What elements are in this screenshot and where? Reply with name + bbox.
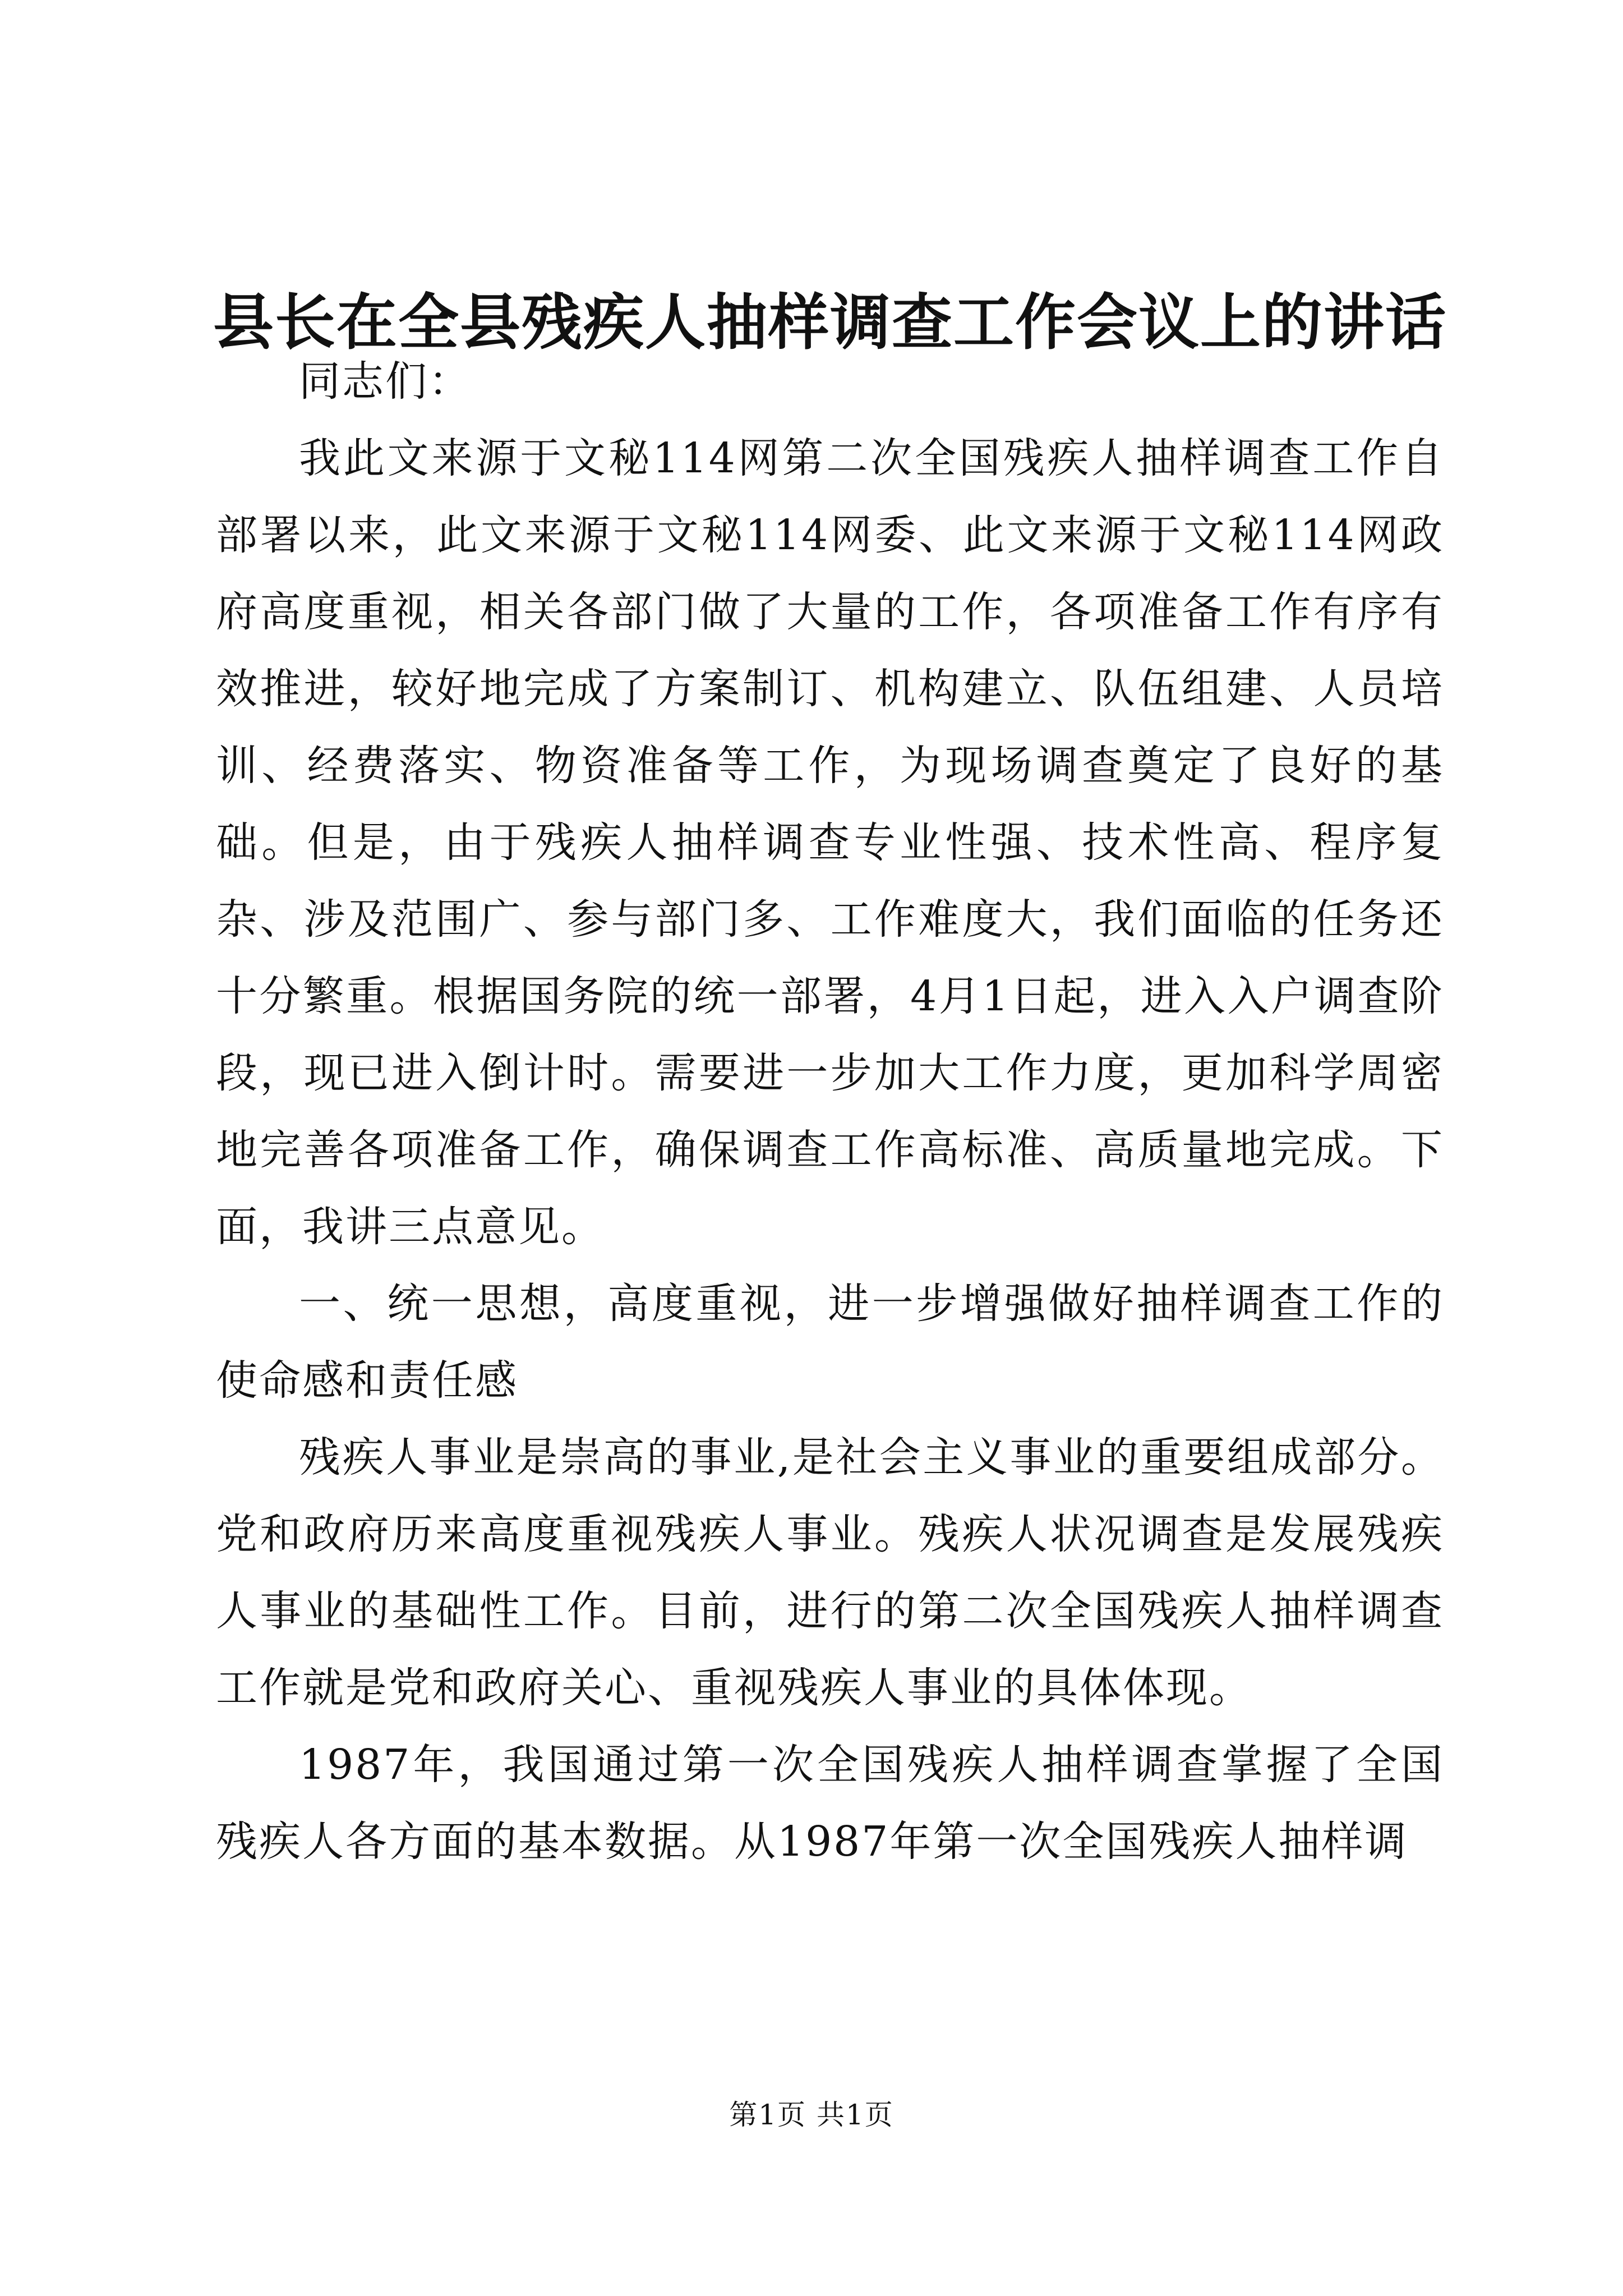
page-footer: 第1页 共1页 bbox=[729, 2099, 894, 2131]
salutation-paragraph: 同志们： bbox=[299, 357, 472, 406]
document-body bbox=[216, 343, 1444, 1880]
body-paragraph: 1987年，我国通过第一次全国残疾人抽样调查掌握了全国残疾人各方面的基本数据。从1987年第一次全国残疾人抽样调 bbox=[216, 1741, 1444, 1866]
section-heading-paragraph: 一、统一思想，高度重视，进一步增强做好抽样调查工作的使命感和责任感 bbox=[216, 1280, 1444, 1405]
body-paragraph: 我此文来源于文秘114网第二次全国残疾人抽样调查工作自部署以来，此文来源于文秘114网委、此文来源于文秘114网政府高度重视，相关各部门做了大量的工作，各项准备工作有序有效推进，较好地完成了方案制订、机构建立、队伍组建、人员培训、经费落实、物资准备等工作，为现场调查奠定了良好的基础。但是，由于残疾人抽样调查专业性强、技术性高、程序复杂、涉及范围广、参与部门多、工作难度大，我们面临的任务还十分繁重。根据国务院的统一部署，4月1日起，进入入户调查阶段，现已进入倒计时。需要进一步加大工作力度，更加科学周密地完善各项准备工作，确保调查工作高标准、高质量地完成。下面，我讲三点意见。 bbox=[216, 434, 1444, 1251]
document-title: 县长在全县残疾人抽样调查工作会议上的讲话 bbox=[213, 287, 1447, 358]
body-paragraph: 残疾人事业是崇高的事业,是社会主义事业的重要组成部分。党和政府历来高度重视残疾人事业。残疾人状况调查是发展残疾人事业的基础性工作。目前，进行的第二次全国残疾人抽样调查工作就是党和政府关心、重视残疾人事业的具体体现。 bbox=[216, 1433, 1444, 1712]
